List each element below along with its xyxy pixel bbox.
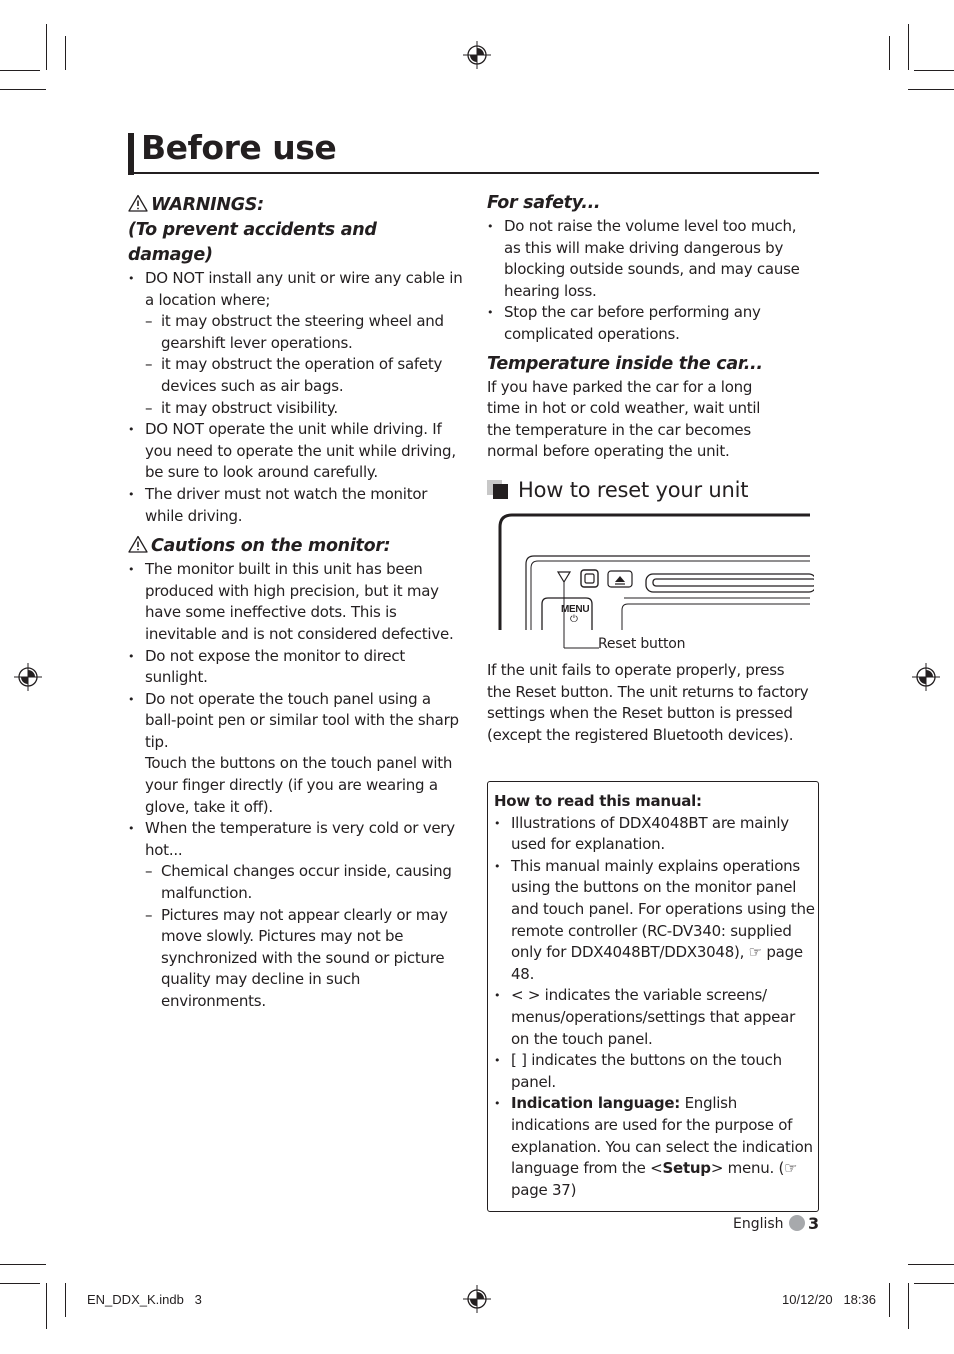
print-file-slug: EN_DDX_K.indb 3	[87, 1292, 202, 1307]
list-item: – it may obstruct the operation of safety devices such as air bags.	[145, 354, 463, 397]
list-item: • Indication language: English indications are used for the purpose of explanation. You can select the indication language from the <Setup> menu. (☞ page 37)	[494, 1093, 816, 1201]
registration-mark-top-icon	[462, 40, 492, 70]
safety-heading: For safety...	[487, 193, 601, 213]
warning-triangle-icon	[128, 194, 148, 212]
heading-square-icon	[493, 484, 508, 499]
warnings-heading: WARNINGS:	[128, 193, 463, 218]
list-item: – it may obstruct visibility.	[145, 398, 463, 420]
list-item: • When the temperature is very cold or very hot... – Chemical changes occur inside, causing malfunction. – Pictures may not appear clearly or may move slowly. Pictures may not be synchronized with the sound or picture quality may decline in such environments.	[128, 818, 463, 1012]
temperature-heading: Temperature inside the car...	[487, 353, 763, 374]
list-item: • DO NOT install any unit or wire any cable in a location where; – it may obstruct the steering wheel and gearshift lever operations. – it may obstruct the operation of safety devices such as air bags. – it may obstruct visibility.	[128, 268, 463, 419]
list-item: • [ ] indicates the buttons on the touch panel.	[494, 1050, 816, 1093]
list-item: – Chemical changes occur inside, causing malfunction.	[145, 861, 463, 904]
page-marker-icon	[789, 1215, 805, 1231]
title-bar-accent	[128, 133, 134, 175]
list-item: • DO NOT operate the unit while driving. If you need to operate the unit while driving, be sure to look around carefully.	[128, 419, 463, 484]
menu-button-label: MENU	[561, 604, 590, 615]
list-item: • This manual mainly explains operations using the buttons on the monitor panel and touch panel. For operations using the remote controller (RC-DV340: supplied only for DDX4048BT/DDX3048), ☞ page 48.	[494, 856, 816, 986]
registration-mark-right-icon	[911, 662, 941, 692]
list-item: • The monitor built in this unit has been produced with high precision, but it may have some ineffective dots. This is inevitable and is not considered defective.	[128, 559, 463, 645]
list-item: – it may obstruct the steering wheel and gearshift lever operations.	[145, 311, 463, 354]
list-item: • Do not expose the monitor to direct sunlight.	[128, 646, 463, 689]
callout-leader-line	[563, 630, 599, 652]
temperature-body: If you have parked the car for a long time in hot or cold weather, wait until the temperature in the car becomes normal before operating the unit.	[487, 377, 761, 461]
print-timestamp: 10/12/20 18:36	[782, 1292, 876, 1307]
unit-front-panel-illustration	[496, 512, 814, 632]
page-title: Before use	[141, 128, 337, 167]
title-underline	[128, 172, 819, 174]
registration-mark-bottom-icon	[462, 1284, 492, 1314]
warning-triangle-icon	[128, 535, 148, 553]
left-column	[128, 193, 463, 1013]
cautions-list	[128, 559, 463, 1012]
warnings-subheading: (To prevent accidents and damage)	[128, 220, 377, 265]
warnings-sublist	[145, 311, 463, 419]
registration-mark-left-icon	[13, 662, 43, 692]
page-number: 3	[808, 1214, 820, 1233]
list-item: • Illustrations of DDX4048BT are mainly used for explanation.	[494, 813, 816, 856]
safety-list	[487, 216, 805, 346]
reset-body: If the unit fails to operate properly, press the Reset button. The unit returns to factory settings when the Reset button is pressed (except the registered Bluetooth devices).	[487, 661, 809, 744]
list-item: • < > indicates the variable screens/ menus/operations/settings that appear on the touch panel.	[494, 985, 816, 1050]
list-item: – Pictures may not appear clearly or may move slowly. Pictures may not be synchronized with the sound or picture quality may decline in such environments.	[145, 905, 463, 1013]
manual-heading: How to read this manual:	[494, 792, 702, 810]
cautions-sublist	[145, 861, 463, 1012]
list-item: • The driver must not watch the monitor while driving.	[128, 484, 463, 527]
manual-list	[494, 813, 816, 1202]
cautions-heading: Cautions on the monitor:	[128, 534, 463, 559]
list-item: • Stop the car before performing any complicated operations.	[487, 302, 805, 345]
reset-button-callout: Reset button	[598, 636, 686, 652]
manual-info-content	[494, 791, 816, 1201]
list-item: • Do not operate the touch panel using a ball-point pen or similar tool with the sharp tip. Touch the buttons on the touch panel with your finger directly (if you are wearing a glove, take it off).	[128, 689, 463, 819]
right-column	[487, 191, 805, 463]
power-icon: ⏻	[570, 614, 578, 625]
page-language-label: English	[733, 1216, 784, 1232]
list-item: • Do not raise the volume level too much, as this will make driving dangerous by blocking outside sounds, and may cause hearing loss.	[487, 216, 805, 302]
warnings-list	[128, 268, 463, 527]
